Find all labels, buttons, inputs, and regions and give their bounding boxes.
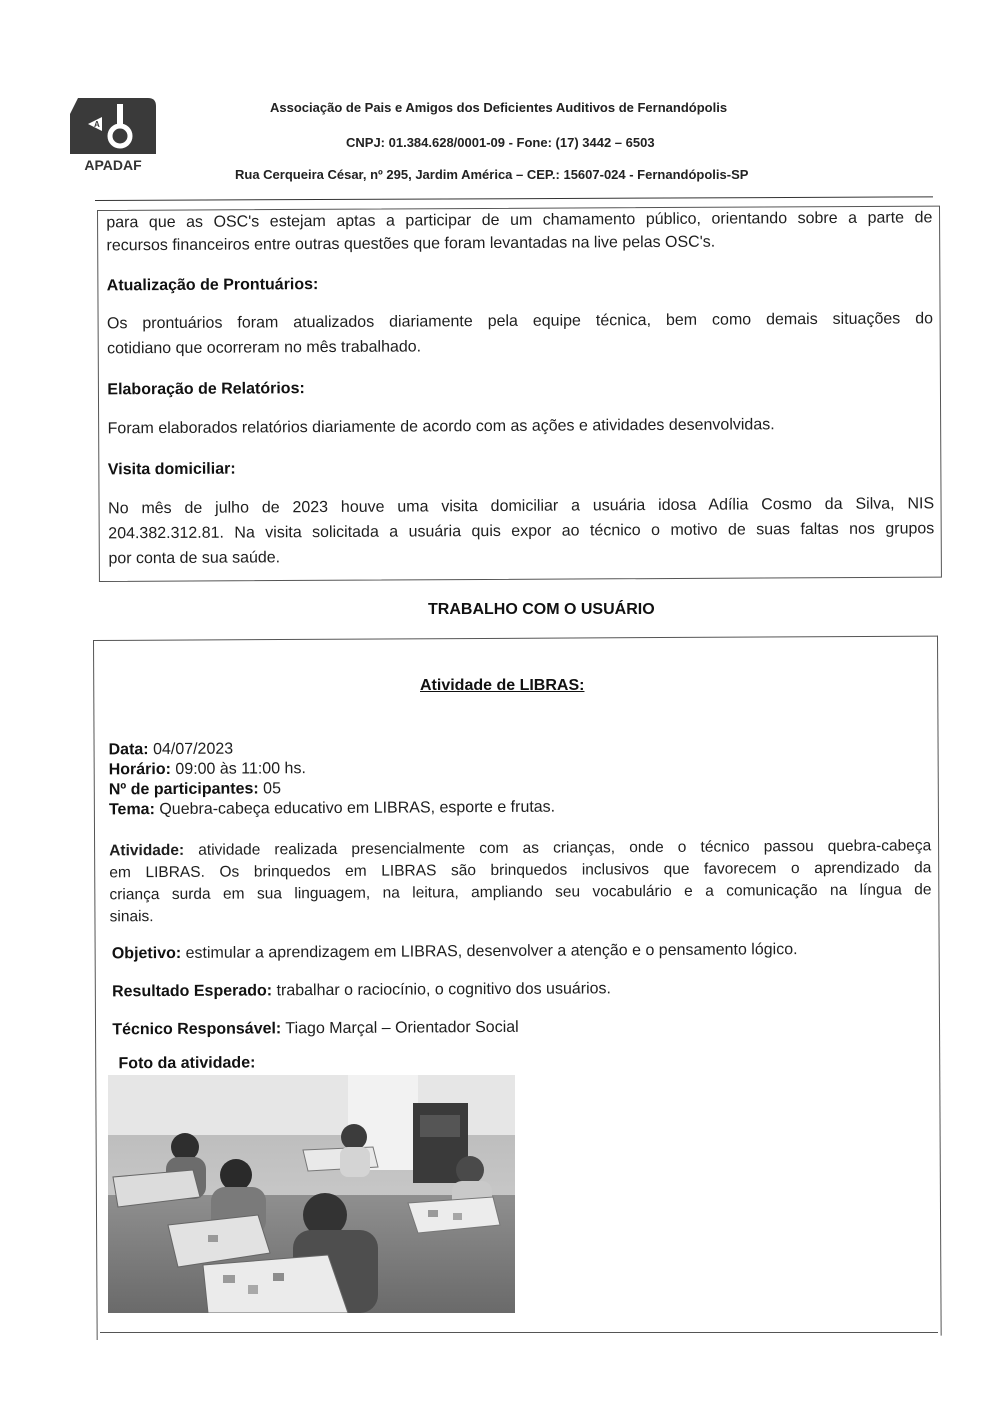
heading-relatorios: Elaboração de Relatórios:: [107, 380, 305, 399]
activity-photo: [108, 1075, 515, 1313]
apadaf-logo: [68, 96, 158, 174]
activity-title: Atividade de LIBRAS:: [420, 677, 585, 694]
svg-text:A: A: [94, 120, 100, 129]
atividade-line-3: criança surda em sua linguagem, na leitura, ampliando seu vocabulário e a comunicação na língua de: [109, 881, 932, 904]
prontuarios-line-1: Os prontuários foram atualizados diariamente pela equipe técnica, bem como demais situações do: [106, 310, 934, 333]
visita-line-1: No mês de julho de 2023 houve uma visita domiciliar a usuária idosa Adília Cosmo da Silva, NIS: [108, 495, 935, 518]
apadaf-logo-mark: [68, 96, 158, 174]
atividade-line-2: em LIBRAS. Os brinquedos em LIBRAS são brinquedos inclusivos que favorecem o aprendizado da: [109, 859, 932, 882]
foto-label: Foto da atividade:: [118, 1054, 256, 1073]
activity-photo-image: [108, 1075, 515, 1313]
relatorios-line-1: Foram elaborados relatórios diariamente de acordo com as ações e atividades desenvolvidas.: [107, 416, 775, 438]
intro-line-2: recursos financeiros entre outras questões que foram levantadas na live pelas OSC's.: [106, 233, 716, 255]
prontuarios-line-2: cotidiano que ocorreram no mês trabalhado.: [107, 338, 422, 358]
address: Rua Cerqueira César, nº 295, Jardim América – CEP.: 15607-024 - Fernandópolis-SP: [235, 167, 749, 182]
section-title: TRABALHO COM O USUÁRIO: [428, 601, 655, 618]
logo-text: APADAF: [84, 157, 142, 173]
intro-line-1: para que as OSC's estejam aptas a participar de um chamamento público, orientando sobre a parte de: [106, 209, 933, 232]
visita-line-2: 204.382.312.81. Na visita solicitada a usuária quis expor ao técnico o motivo de suas faltas nos grupos: [108, 520, 935, 543]
field-tecnico: Técnico Responsável: Tiago Marçal – Orientador Social: [112, 1018, 519, 1039]
cnpj-phone: CNPJ: 01.384.628/0001-09 - Fone: (17) 3442 – 6503: [346, 135, 655, 150]
heading-prontuarios: Atualização de Prontuários:: [106, 276, 319, 295]
header-divider: [95, 196, 933, 201]
atividade-line-4: sinais.: [109, 908, 154, 926]
field-participantes: Nº de participantes: 05: [108, 780, 282, 799]
heading-visita: Visita domiciliar:: [107, 460, 236, 479]
field-tema: Tema: Quebra-cabeça educativo em LIBRAS, esporte e frutas.: [108, 798, 556, 819]
field-horario: Horário: 09:00 às 11:00 hs.: [108, 760, 306, 779]
org-name: Associação de Pais e Amigos dos Deficientes Auditivos de Fernandópolis: [270, 100, 728, 115]
atividade-line-1: Atividade: atividade realizada presencialmente com as crianças, onde o técnico passou quebra-cabeça: [109, 837, 932, 860]
field-objetivo: Objetivo: estimular a aprendizagem em LIBRAS, desenvolver a atenção e o pensamento lógico.: [111, 941, 798, 963]
field-resultado: Resultado Esperado: trabalhar o raciocínio, o cognitivo dos usuários.: [112, 980, 611, 1001]
visita-line-3: por conta de sua saúde.: [108, 549, 281, 568]
field-data: Data: 04/07/2023: [108, 740, 234, 759]
bottom-divider: [100, 1332, 938, 1333]
